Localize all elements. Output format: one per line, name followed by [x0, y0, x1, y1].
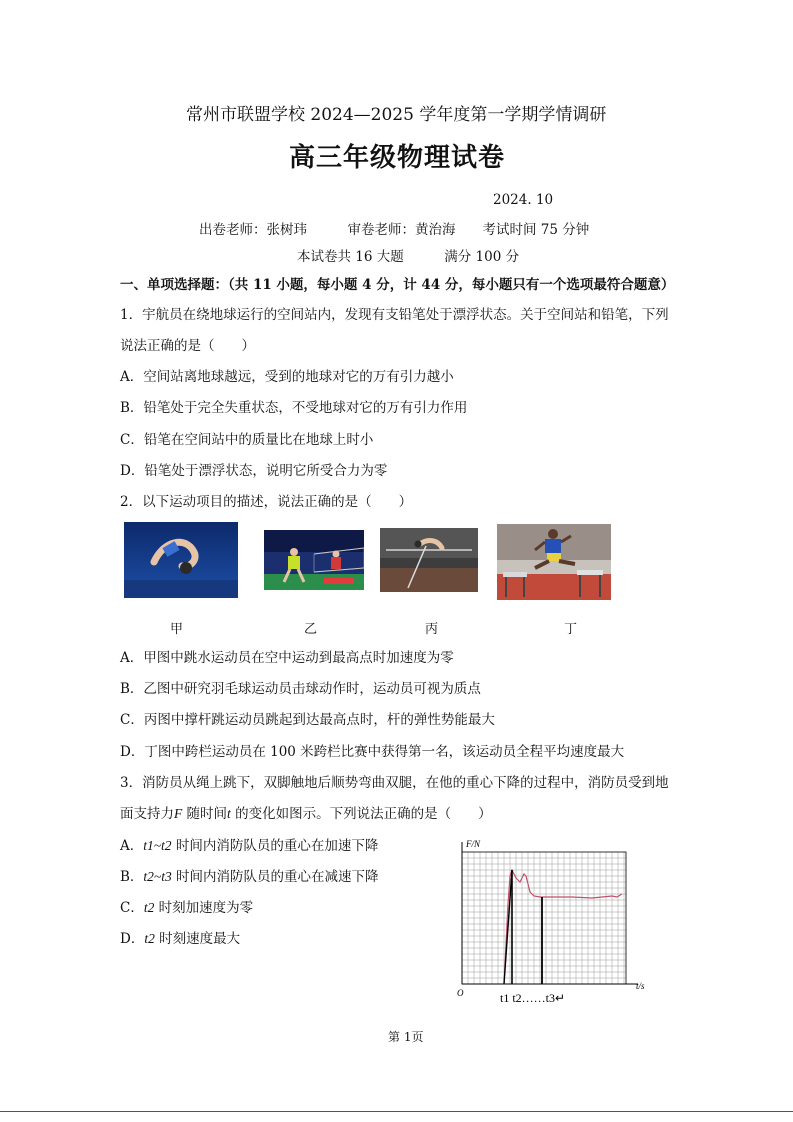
- t1-line: [504, 870, 512, 984]
- q3-option-b-label: B．: [120, 869, 144, 885]
- q3-option-a: [120, 834, 378, 854]
- caption-bing: 丙: [425, 622, 439, 637]
- caption-yi: 乙: [304, 622, 318, 637]
- q2-option-b: B．乙图中研究羽毛球运动员击球动作时，运动员可视为质点: [120, 681, 481, 697]
- photo-diving: [124, 522, 238, 598]
- graph-y-label: F/N: [466, 839, 481, 849]
- q3-option-a-text: 时间内消防队员的重心在加速下降: [171, 838, 379, 854]
- photo-pole-vault: [380, 528, 478, 592]
- q3-option-c-text: 时刻加速度为零: [154, 900, 254, 916]
- q2-option-d: D．丁图中跨栏运动员在 100 米跨栏比赛中获得第一名，该运动员全程平均速度最大: [120, 744, 625, 760]
- exam-date: 2024. 10: [493, 192, 554, 208]
- school-title: 常州市联盟学校 2024—2025 学年度第一学期学情调研: [186, 105, 607, 125]
- force-time-graph: [452, 834, 652, 1010]
- caption-ding: 丁: [564, 622, 578, 637]
- force-curve: [504, 870, 622, 984]
- q3-option-a-label: A．: [120, 838, 144, 854]
- photo-hurdles: [497, 524, 611, 600]
- q3-option-d-var: t2: [144, 931, 155, 946]
- q3-stem-line2-post: 的变化如图示。下列说法正确的是（ ）: [230, 806, 492, 822]
- graph-x-label: t/s: [636, 981, 645, 991]
- exam-title: 高三年级物理试卷: [289, 143, 506, 173]
- q1-option-c: C．铅笔在空间站中的质量比在地球上时小: [120, 432, 374, 448]
- q3-option-b-var: t2~t3: [143, 869, 172, 884]
- q3-stem-line2-pre: 面支持力: [120, 806, 174, 822]
- q3-option-d: [120, 927, 240, 947]
- q1-option-a: A．空间站离地球越远，受到的地球对它的万有引力越小: [120, 369, 454, 385]
- q1-stem-line2: 说法正确的是（ ）: [120, 338, 255, 354]
- q3-option-d-text: 时刻速度最大: [154, 931, 241, 947]
- q3-option-c-label: C．: [120, 900, 144, 916]
- q3-option-d-label: D．: [120, 931, 145, 947]
- q3-option-a-var: t1~t2: [143, 838, 172, 853]
- photo-badminton: [264, 530, 364, 590]
- section-heading: 一、单项选择题：（共 11 小题，每小题 4 分，计 44 分，每小题只有一个选项最符合题意）: [120, 277, 675, 293]
- q2-option-a: A．甲图中跳水运动员在空中运动到最高点时加速度为零: [120, 650, 454, 666]
- q3-stem-var-f: F: [174, 806, 183, 821]
- graph-origin: O: [457, 988, 464, 998]
- bottom-rule: [0, 1111, 793, 1112]
- caption-jia: 甲: [170, 622, 184, 637]
- graph-t-labels: t1 t2……t3↵: [500, 991, 566, 1005]
- exam-info-line2: 本试卷共 16 大题 满分 100 分: [297, 249, 520, 265]
- q3-option-c-var: t2: [143, 900, 155, 915]
- q3-stem-line1: 3．消防员从绳上跳下，双脚触地后顺势弯曲双腿，在他的重心下降的过程中，消防员受到地: [120, 775, 669, 791]
- q3-stem-line2-mid: 随时间: [182, 806, 228, 822]
- q3-stem-var-t: t: [227, 806, 231, 821]
- q3-option-c: [120, 896, 253, 916]
- exam-info-line1: 出卷老师：张树玮 审卷老师：黄治海 考试时间 75 分钟: [199, 222, 590, 238]
- q2-stem: 2．以下运动项目的描述，说法正确的是（ ）: [120, 494, 413, 510]
- page-number: 第 1页: [388, 1030, 424, 1044]
- q2-option-c: C．丙图中撑杆跳运动员跳起到达最高点时，杆的弹性势能最大: [120, 712, 495, 728]
- q1-option-b: B．铅笔处于完全失重状态，不受地球对它的万有引力作用: [120, 400, 468, 416]
- q3-stem-line2: [120, 802, 492, 822]
- q3-option-b-text: 时间内消防队员的重心在减速下降: [171, 869, 379, 885]
- q3-option-b: [120, 865, 379, 885]
- q1-option-d: D．铅笔处于漂浮状态，说明它所受合力为零: [120, 463, 388, 479]
- graph-grid: [462, 852, 626, 984]
- q1-stem-line1: 1．宇航员在绕地球运行的空间站内，发现有支铅笔处于漂浮状态。关于空间站和铅笔，下列: [120, 307, 669, 323]
